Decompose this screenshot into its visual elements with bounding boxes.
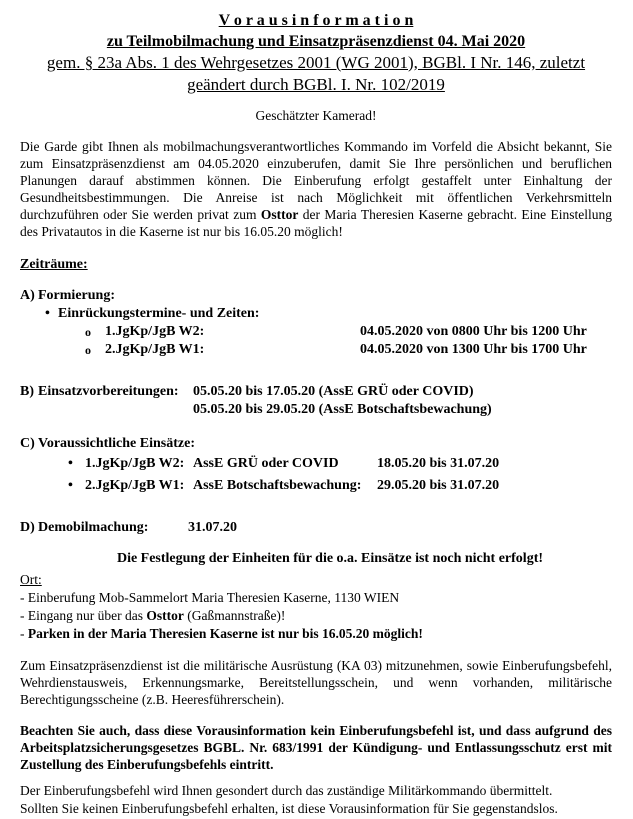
closing-line-1: Der Einberufungsbefehl wird Ihnen gesondert durch das zuständige Militärkommando übermittelt.: [20, 783, 553, 798]
units-notice: Die Festlegung der Einheiten für die o.a. Einsätze ist noch nicht erfolgt!: [116, 551, 544, 566]
section-a-title-text: Formierung:: [38, 288, 115, 303]
bullet-icon: •: [68, 478, 73, 493]
section-b-date-line: 05.05.20 bis 17.05.20 (AssE GRÜ oder COVID): [193, 384, 474, 399]
section-b-title-text: Einsatzvorbereitungen:: [38, 384, 179, 399]
greeting-line: Geschätzter Kamerad!: [255, 108, 377, 123]
section-voraussichtliche-einsaetze: [20, 435, 612, 497]
intro-text-1: Die Garde gibt Ihnen als mobilmachungsverantwortliches Kommando im Vorfeld die Absicht bekannt, Sie zum Einsatzpräsenzdienst am 04.05.2020 einzuberufen, damit Sie Ihre persönlichen und beruflichen Planungen darauf abstimmen können. Die Einberufung erfolgt gestaffelt unter Einhaltung der Gesundheitsbestimmungen. Die Anreise ist nach Möglichkeit mit öffentlichen Verkehrsmitteln durchzuführen oder Sie werden privat zum: [20, 139, 612, 222]
bullet-icon: •: [68, 456, 73, 471]
document-header: [20, 10, 612, 96]
section-b-title: [20, 383, 193, 419]
ort-item-eingang-pre: - Eingang nur über das: [20, 608, 147, 623]
mission-name: AssE GRÜ oder COVID: [193, 456, 339, 471]
unit-time: 04.05.2020 von 1300 Uhr bis 1700 Uhr: [360, 342, 587, 357]
ort-item-parken-pre: -: [20, 626, 28, 641]
closing-line-2: Sollten Sie keinen Einberufungsbefehl erhalten, ist diese Vorausinformation für Sie gegenstandslos.: [20, 801, 558, 816]
ort-item-eingang: [20, 607, 612, 625]
unit-name: 2.JgKp/JgB W1:: [105, 342, 205, 357]
section-demobilmachung: [20, 519, 612, 537]
intro-text-2: der Maria Theresien Kaserne gebracht. Eine Einstellung des Privatautos in die Kaserne ist nur bis 16.05.20 möglich!: [20, 207, 612, 239]
section-d-title: [20, 519, 188, 537]
section-formierung: [20, 287, 612, 359]
unit-name: 1.JgKp/JgB W2:: [105, 324, 205, 339]
section-b-label: B): [20, 384, 34, 399]
circle-bullet-icon: o: [85, 343, 91, 357]
formierung-row: [20, 323, 612, 341]
section-a-label: A): [20, 288, 35, 303]
equipment-paragraph: Zum Einsatzpräsenzdienst ist die militärische Ausrüstung (KA 03) mitzunehmen, sowie Einberufungsbefehl, Wehrdienstausweis, Erkennungsmarke, Bereitstellungsschein, und wenn vorhanden, militärische Berechtigungsscheine (z.B. Heeresführerschein).: [20, 658, 612, 707]
bullet-icon: •: [45, 306, 50, 321]
einsatz-row: [20, 453, 612, 475]
circle-bullet-icon: o: [85, 325, 91, 339]
section-d-label: D): [20, 520, 35, 535]
intro-bold-osttor: Osttor: [260, 207, 299, 222]
ort-item-sammelort: - Einberufung Mob-Sammelort Maria Theresien Kaserne, 1130 WIEN: [20, 590, 400, 605]
section-a-bullet-line: [20, 305, 612, 323]
ort-heading: Ort:: [20, 572, 42, 587]
section-a-title: [20, 287, 612, 305]
section-einsatzvorbereitungen: [20, 383, 612, 419]
section-b-dates: [193, 383, 492, 419]
section-c-title: [20, 435, 612, 453]
demobilmachung-date: 31.07.20: [188, 520, 237, 535]
legal-reference-line-1: gem. § 23a Abs. 1 des Wehrgesetzes 2001 (WG 2001), BGBl. I Nr. 146, zuletzt: [46, 53, 586, 72]
legal-reference-line-2: geändert durch BGBl. I. Nr. 102/2019: [187, 75, 445, 94]
formierung-row: [20, 341, 612, 359]
warning-paragraph: Beachten Sie auch, dass diese Vorausinformation kein Einberufungsbefehl ist, und dass aufgrund des Arbeitsplatzsicherungsgesetzes BGBL. Nr. 683/1991 der Kündigung- und Entlassungsschutz erst mit Zustellung des Einberufungsbefehls eintritt.: [20, 723, 612, 772]
closing-block: [20, 782, 612, 818]
ort-item-eingang-bold: Osttor: [146, 608, 184, 623]
section-c-label: C): [20, 436, 35, 451]
document-subtitle: zu Teilmobilmachung und Einsatzpräsenzdienst 04. Mai 2020: [106, 33, 526, 50]
intro-paragraph: [20, 138, 612, 240]
ort-item-parken: [20, 625, 612, 643]
zeitraeume-heading: Zeiträume:: [20, 257, 88, 272]
document-title: V o r a u s i n f o r m a t i o n: [218, 12, 414, 29]
unit-name: 1.JgKp/JgB W2:: [85, 456, 185, 471]
unit-time: 04.05.2020 von 0800 Uhr bis 1200 Uhr: [360, 324, 587, 339]
section-c-title-text: Voraussichtliche Einsätze:: [38, 436, 195, 451]
section-b-date-line: 05.05.20 bis 29.05.20 (AssE Botschaftsbewachung): [193, 402, 492, 417]
section-a-bullet-text: Einrückungstermine- und Zeiten:: [58, 306, 260, 321]
einsatz-row: [20, 475, 612, 497]
section-d-title-text: Demobilmachung:: [38, 520, 149, 535]
unit-name: 2.JgKp/JgB W1:: [85, 478, 185, 493]
mission-period: 29.05.20 bis 31.07.20: [377, 478, 500, 493]
ort-item-eingang-post: (Gaßmannstraße)!: [183, 608, 286, 623]
ort-item-parken-bold: Parken in der Maria Theresien Kaserne ist nur bis 16.05.20 möglich!: [27, 626, 423, 641]
mission-name: AssE Botschaftsbewachung:: [193, 478, 362, 493]
mission-period: 18.05.20 bis 31.07.20: [377, 456, 500, 471]
